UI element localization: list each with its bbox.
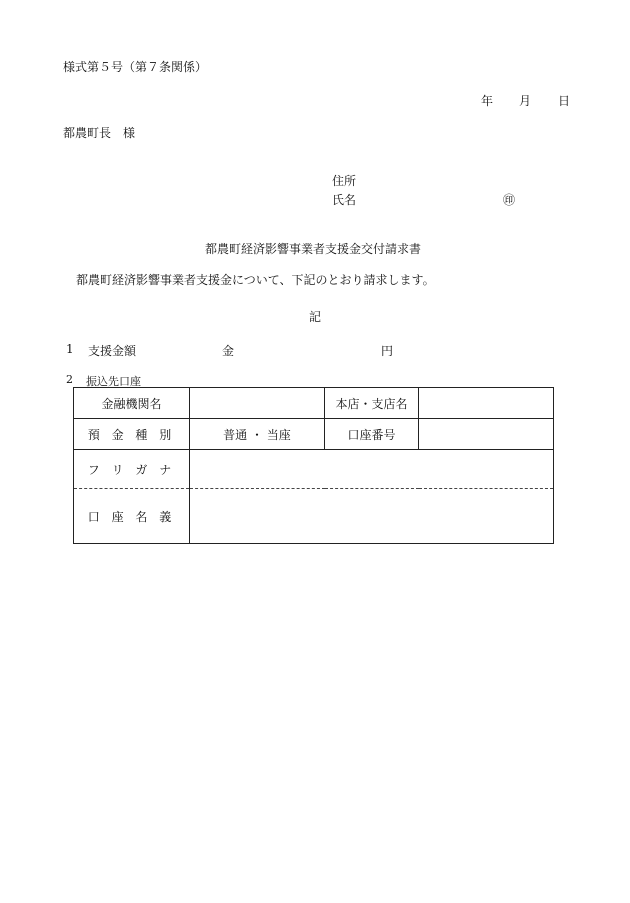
furigana-field[interactable] <box>190 450 554 489</box>
form-number: 様式第５号（第７条関係） <box>63 60 208 74</box>
account-holder-label: 口 座 名 義 <box>74 489 190 544</box>
seal-mark-icon: ㊞ <box>503 193 516 207</box>
name-label: 氏名 <box>332 193 357 207</box>
date-year-label: 年 <box>481 94 494 108</box>
deposit-type-label: 預 金 種 別 <box>74 419 190 450</box>
body-text: 都農町経済影響事業者支援金について、下記のとおり請求します。 <box>76 273 435 287</box>
bank-name-label: 金融機関名 <box>74 388 190 419</box>
bank-name-field[interactable] <box>190 388 325 419</box>
deposit-type-value[interactable]: 普通 ・ 当座 <box>190 419 325 450</box>
table-row <box>74 388 554 419</box>
bank-account-table <box>73 387 554 544</box>
date-line <box>481 92 571 109</box>
furigana-label: フ リ ガ ナ <box>74 450 190 489</box>
branch-label: 本店・支店名 <box>325 388 419 419</box>
table-row <box>74 419 554 450</box>
address-label: 住所 <box>332 174 357 188</box>
addressee: 都農町長 様 <box>63 126 136 140</box>
table-row <box>74 489 554 544</box>
account-number-label: 口座番号 <box>325 419 419 450</box>
item2-label: 振込先口座 <box>86 375 141 388</box>
item2-number: 2 <box>66 373 73 386</box>
ki-heading: 記 <box>309 310 322 324</box>
account-number-field[interactable] <box>419 419 554 450</box>
date-day-label: 日 <box>558 94 571 108</box>
branch-field[interactable] <box>419 388 554 419</box>
item1-unit: 円 <box>381 344 394 358</box>
item1-prefix: 金 <box>222 344 235 358</box>
item1-label: 支援金額 <box>88 344 137 358</box>
document-title: 都農町経済影響事業者支援金交付請求書 <box>205 242 422 256</box>
account-holder-field[interactable] <box>190 489 554 544</box>
table-row <box>74 450 554 489</box>
date-month-label: 月 <box>519 94 532 108</box>
item1-number: 1 <box>66 342 74 356</box>
